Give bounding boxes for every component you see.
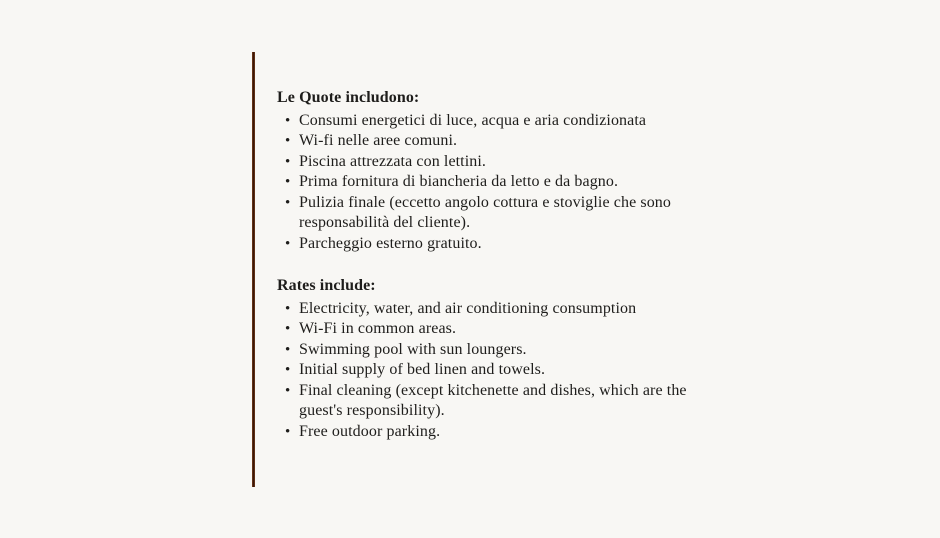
list-item-text: guest's responsibility).	[299, 402, 445, 419]
list-item-text: Wi-fi nelle aree comuni.	[299, 132, 458, 149]
list-item	[277, 299, 727, 320]
list-item-text: Initial supply of bed linen and towels.	[299, 361, 546, 378]
list-item	[277, 319, 727, 340]
list-item	[277, 422, 727, 443]
list-item	[277, 381, 727, 422]
list-item-text: Final cleaning (except kitchenette and dishes, which are the	[299, 381, 687, 399]
list-item-text: Wi-Fi in common areas.	[299, 320, 457, 337]
list-item	[277, 111, 727, 132]
list-item-text: Parcheggio esterno gratuito.	[299, 234, 482, 252]
list-item-text: Free outdoor parking.	[299, 422, 441, 440]
english-section-heading: Rates include:	[277, 277, 376, 294]
italian-rates-list	[277, 111, 727, 255]
list-item-text: Consumi energetici di luce, acqua e aria condizionata	[299, 111, 647, 129]
list-item	[277, 340, 727, 361]
quote-border-line	[252, 52, 255, 487]
list-item-text: Prima fornitura di biancheria da letto e da bagno.	[299, 173, 619, 190]
rates-info-block	[277, 88, 727, 442]
english-rates-list	[277, 299, 727, 443]
list-item-text: Electricity, water, and air conditioning consumption	[299, 299, 637, 317]
list-item	[277, 360, 727, 381]
list-item	[277, 193, 727, 234]
list-item-text: Swimming pool with sun loungers.	[299, 340, 527, 358]
list-item	[277, 234, 727, 255]
list-item-text: Piscina attrezzata con lettini.	[299, 152, 487, 170]
italian-section-heading: Le Quote includono:	[277, 89, 420, 106]
list-item	[277, 172, 727, 193]
list-item	[277, 152, 727, 173]
list-item	[277, 131, 727, 152]
list-item-text: Pulizia finale (eccetto angolo cottura e stoviglie che sono	[299, 193, 671, 211]
list-item-text: responsabilità del cliente).	[299, 214, 471, 231]
